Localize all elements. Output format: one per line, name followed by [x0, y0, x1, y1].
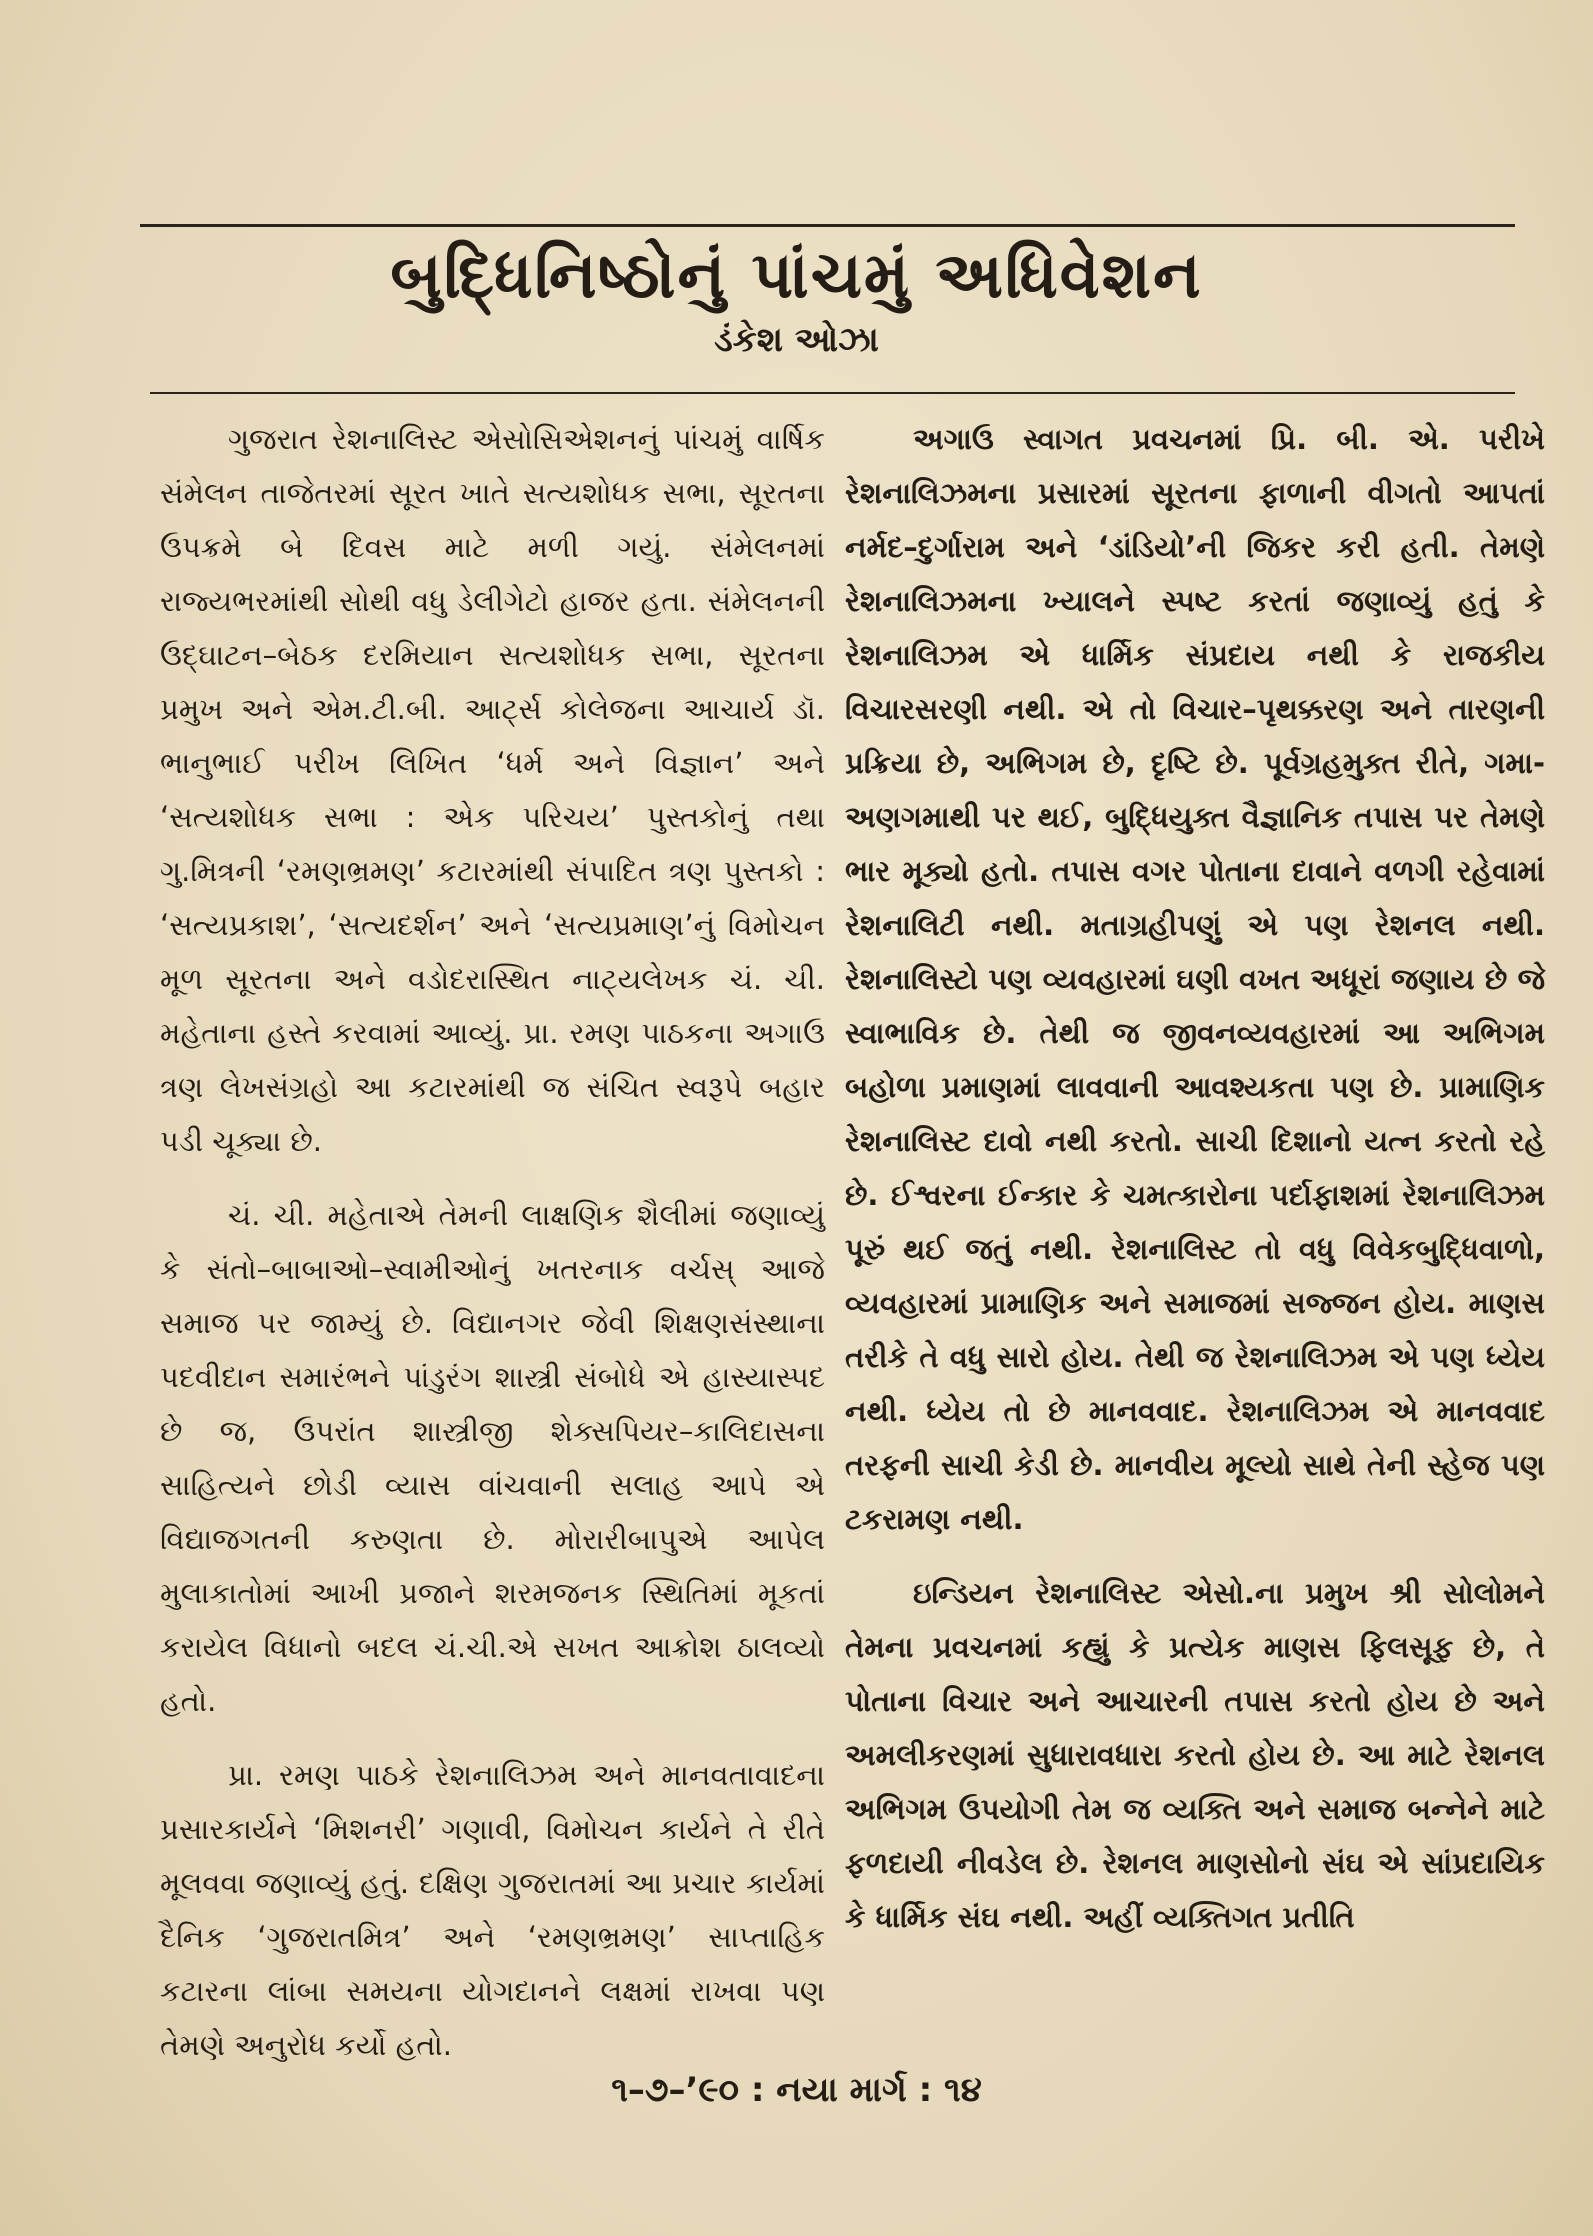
- article-title: બુદ્ધિનિષ્ઠોનું પાંચમું અધિવેશન: [390, 239, 1203, 313]
- header-rule: [150, 392, 1515, 394]
- right-column: [845, 412, 1545, 1964]
- page-footer: ૧–૭–’૯૦ : નયા માર્ગ : ૧૪: [611, 2070, 982, 2110]
- article-author: ડંકેશ ઓઝા: [714, 320, 879, 360]
- body-paragraph: પ્રા. રમણ પાઠકે રેશનાલિઝમ અને માનવતાવાદના પ્રસારકાર્યને ‘મિશનરી’ ગણાવી, વિમોચન કાર્યને તે રીતે મૂલવવા જણાવ્યું હતું. દક્ષિણ ગુજરાતમાં આ પ્રચાર કાર્યમાં દૈનિક ‘ગુજરાતમિત્ર’ અને ‘રમણભ્રમણ’ સાપ્તાહિક કટારના લાંબા સમયના યોગદાનને લક્ષમાં રાખવા પણ તેમણે અનુરોધ કર્યો હતો.: [160, 1758, 825, 2062]
- body-paragraph: ઇન્ડિયન રેશનાલિસ્ટ એસો.ના પ્રમુખ શ્રી સોલોમને તેમના પ્રવચનમાં કહ્યું કે પ્રત્યેક માણસ ફિલસૂફ છે, તે પોતાના વિચાર અને આચારની તપાસ કરતો હોય છે અને અમલીકરણમાં સુધારાવધારા કરતો હોય છે. આ માટે રેશનલ અભિગમ ઉપયોગી તેમ જ વ્યક્તિ અને સમાજ બન્નેને માટે ફળદાયી નીવડેલ છે. રેશનલ માણસોનો સંઘ એ સાંપ્રદાયિક કે ધાર્મિક સંઘ નથી. અહીં વ્યક્તિગત પ્રતીતિ: [845, 1576, 1545, 1934]
- body-paragraph: ગુજરાત રેશનાલિસ્ટ એસોસિએશનનું પાંચમું વાર્ષિક સંમેલન તાજેતરમાં સૂરત ખાતે સત્યશોધક સભા, સૂરતના ઉપક્રમે બે દિવસ માટે મળી ગયું. સંમેલનમાં રાજ્યભરમાંથી સોથી વધુ ડેલીગેટો હાજર હતા. સંમેલનની ઉદ્‌ઘાટન–બેઠક દરમિયાન સત્યશોધક સભા, સૂરતના પ્રમુખ અને એમ.ટી.બી. આર્ટ્સ કોલેજના આચાર્ય ડૉ. ભાનુભાઈ પરીખ લિખિત ‘ધર્મ અને વિજ્ઞાન’ અને ‘સત્યશોધક સભા : એક પરિચય’ પુસ્તકોનું તથા ગુ.મિત્રની ‘રમણભ્રમણ’ કટારમાંથી સંપાદિત ત્રણ પુસ્તકો : ‘સત્યપ્રકાશ’, ‘સત્યદર્શન’ અને ‘સત્યપ્રમાણ’નું વિમોચન મૂળ સૂરતના અને વડોદરાસ્થિત નાટ્યલેખક ચં. ચી. મહેતાના હસ્તે કરવામાં આવ્યું. પ્રા. રમણ પાઠકના અગાઉ ત્રણ લેખસંગ્રહો આ કટારમાંથી જ સંચિત સ્વરૂપે બહાર પડી ચૂક્યા છે.: [160, 422, 825, 1158]
- body-paragraph: અગાઉ સ્વાગત પ્રવચનમાં પ્રિ. બી. એ. પરીખે રેશનાલિઝમના પ્રસારમાં સૂરતના ફાળાની વીગતો આપતાં નર્મદ–દુર્ગારામ અને ‘ડાંડિયો’ની જિકર કરી હતી. તેમણે રેશનાલિઝમના ખ્યાલને સ્પષ્ટ કરતાં જણાવ્યું હતું કે રેશનાલિઝમ એ ધાર્મિક સંપ્રદાય નથી કે રાજકીય વિચારસરણી નથી. એ તો વિચાર–પૃથક્કરણ અને તારણની પ્રક્રિયા છે, અભિગમ છે, દૃષ્ટિ છે. પૂર્વગ્રહમુક્ત રીતે, ગમા-અણગમાથી પર થઈ, બુદ્ધિયુક્ત વૈજ્ઞાનિક તપાસ પર તેમણે ભાર મૂક્યો હતો. તપાસ વગર પોતાના દાવાને વળગી રહેવામાં રેશનાલિટી નથી. મતાગ્રહીપણું એ પણ રેશનલ નથી. રેશનાલિસ્ટો પણ વ્યવહારમાં ઘણી વખત અધૂરાં જણાય છે જે સ્વાભાવિક છે. તેથી જ જીવનવ્યવહારમાં આ અભિગમ બહોળા પ્રમાણમાં લાવવાની આવશ્યકતા પણ છે. પ્રામાણિક રેશનાલિસ્ટ દાવો નથી કરતો. સાચી દિશાનો યત્ન કરતો રહે છે. ઈશ્વરના ઈન્કાર કે ચમત્કારોના પર્દાફાશમાં રેશનાલિઝમ પૂરું થઈ જતું નથી. રેશનાલિસ્ટ તો વધુ વિવેકબુદ્ધિવાળો, વ્યવહારમાં પ્રામાણિક અને સમાજમાં સજ્જન હોય. માણસ તરીકે તે વધુ સારો હોય. તેથી જ રેશનાલિઝમ એ પણ ધ્યેય નથી. ધ્યેય તો છે માનવવાદ. રેશનાલિઝમ એ માનવવાદ તરફની સાચી કેડી છે. માનવીય મૂલ્યો સાથે તેની સ્હેજ પણ ટકરામણ નથી.: [845, 422, 1545, 1536]
- body-paragraph: ચં. ચી. મહેતાએ તેમની લાક્ષણિક શૈલીમાં જણાવ્યું કે સંતો–બાબાઓ–સ્વામીઓનું ખતરનાક વર્ચસ્ આજે સમાજ પર જામ્યું છે. વિદ્યાનગર જેવી શિક્ષણસંસ્થાના પદવીદાન સમારંભને પાંડુરંગ શાસ્ત્રી સંબોધે એ હાસ્યાસ્પદ છે જ, ઉપરાંત શાસ્ત્રીજી શેક્સપિયર–કાલિદાસના સાહિત્યને છોડી વ્યાસ વાંચવાની સલાહ આપે એ વિદ્યાજગતની કરુણતા છે. મોરારીબાપુએ આપેલ મુલાકાતોમાં આખી પ્રજાને શરમજનક સ્થિતિમાં મૂકતાં કરાયેલ વિધાનો બદલ ચં.ચી.એ સખત આક્રોશ ઠાલવ્યો હતો.: [160, 1198, 825, 1718]
- top-rule: [140, 224, 1515, 227]
- left-column: [160, 412, 825, 2092]
